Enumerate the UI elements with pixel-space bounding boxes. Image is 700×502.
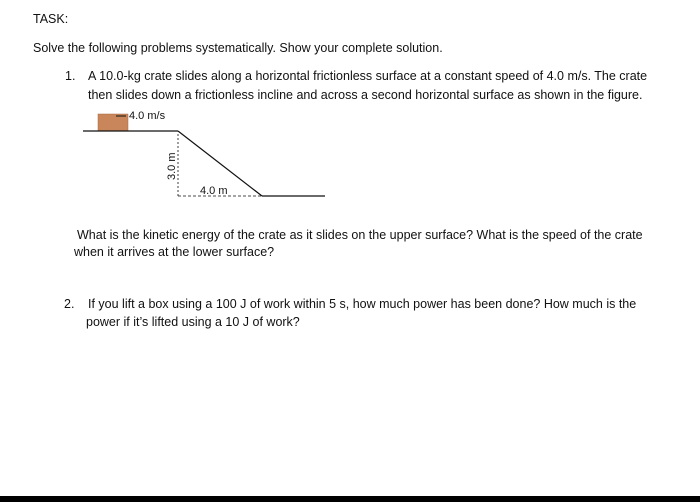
- problem-2-statement-line-2: power if it’s lifted using a 10 J of work?: [86, 315, 300, 329]
- problem-1-statement-line-1: A 10.0-kg crate slides along a horizontal frictionless surface at a constant speed of 4.0 m/s. The crate: [88, 69, 648, 83]
- problem-1-question-line-2: when it arrives at the lower surface?: [74, 245, 275, 259]
- problem-2-statement-line-1: If you lift a box using a 100 J of work within 5 s, how much power has been done? How much is the: [88, 297, 637, 311]
- speed-label: 4.0 m/s: [129, 110, 166, 122]
- height-label: 3.0 m: [166, 152, 178, 180]
- instructions-text: Solve the following problems systematically. Show your complete solution.: [33, 41, 443, 55]
- incline-figure: [80, 100, 340, 210]
- task-heading: TASK:: [33, 12, 69, 26]
- problem-1-statement-line-2: then slides down a frictionless incline and across a second horizontal surface as shown in the figure.: [88, 88, 643, 102]
- problem-1-question-line-1: What is the kinetic energy of the crate as it slides on the upper surface? What is the speed of the crate: [77, 228, 643, 242]
- problem-2-number: 2.: [64, 297, 75, 311]
- width-label: 4.0 m: [200, 185, 228, 197]
- problem-1-number: 1.: [65, 69, 76, 83]
- crate: [98, 114, 128, 131]
- bottom-border: [0, 496, 700, 502]
